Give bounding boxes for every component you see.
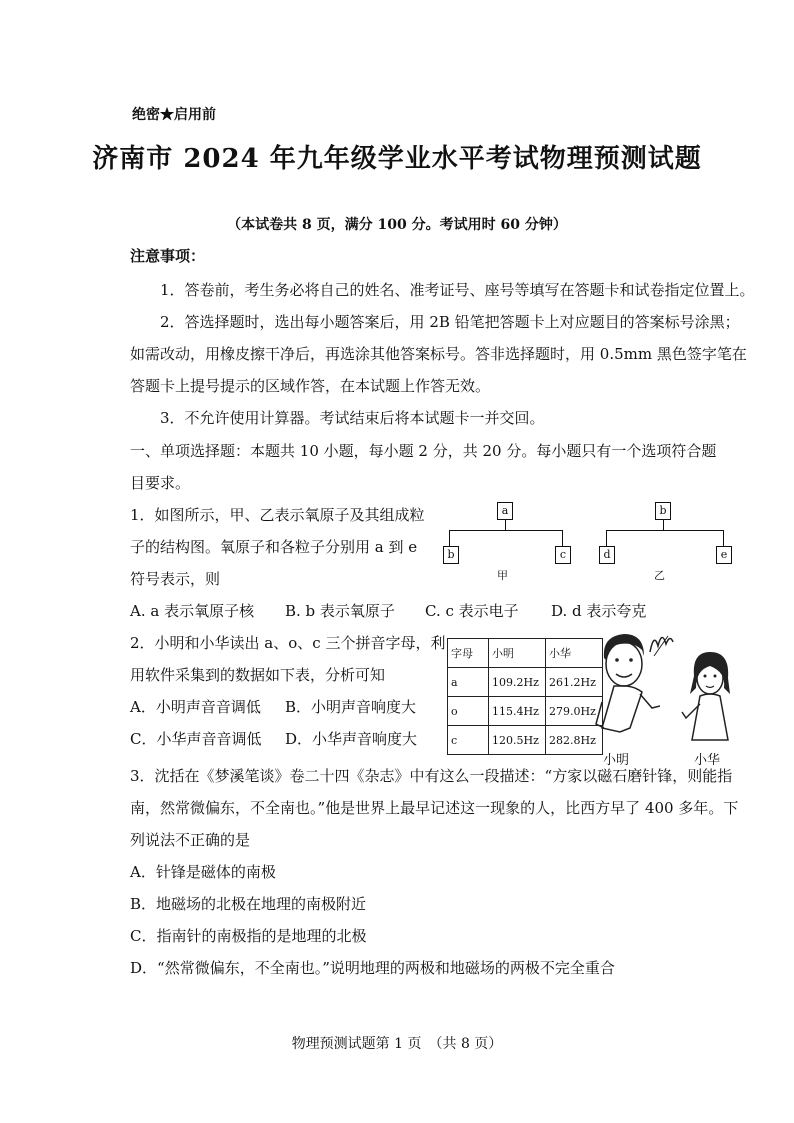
q3-stem-cont: 南，然常微偏东，不全南也。”他是世界上最早记述这一现象的人，比西方早了 400 多年。下	[130, 799, 739, 817]
connector	[723, 530, 724, 546]
diagram-label-jia: 甲	[497, 569, 508, 582]
diagram-node-d: d	[599, 546, 615, 564]
q1-stem-cont2: 符号表示，则	[130, 570, 221, 588]
speech-squiggle-icon	[646, 628, 676, 658]
table-cell: 279.0Hz	[546, 697, 603, 726]
table-header: 小华	[546, 639, 603, 668]
q2-option-d: D．小华声音响度大	[285, 730, 418, 748]
table-cell: 120.5Hz	[489, 726, 546, 755]
note-item-1: 1．答卷前，考生务必将自己的姓名、准考证号、座号等填写在答题卡和试卷指定位置上。	[160, 281, 755, 299]
note-item-2: 2．答选择题时，选出每小题答案后，用 2B 铅笔把答题卡上对应题目的答案标号涂黑；	[160, 313, 740, 331]
frequency-table	[447, 638, 603, 755]
q1-option-b: B. b 表示氧原子	[285, 602, 395, 620]
connector	[449, 530, 450, 546]
notes-heading: 注意事项：	[130, 247, 206, 265]
q3-stem-cont2: 列说法不正确的是	[130, 831, 251, 849]
section-heading: 一、单项选择题：本题共 10 小题，每小题 2 分，共 20 分。每小题只有一个选项符合题	[130, 442, 717, 460]
table-row	[448, 726, 603, 755]
diagram-node-e: e	[716, 546, 732, 564]
connector	[449, 530, 562, 531]
boy-caption: 小明	[603, 753, 630, 768]
diagram-node-a: a	[497, 502, 513, 520]
q3-option-d: D．“然常微偏东，不全南也。”说明地理的两极和地磁场的两极不完全重合	[130, 959, 615, 977]
q1-option-c: C. c 表示电子	[425, 602, 519, 620]
table-header-row	[448, 639, 603, 668]
table-cell: o	[448, 697, 489, 726]
table-cell: 261.2Hz	[546, 668, 603, 697]
q2-stem-cont: 用软件采集到的数据如下表，分析可知	[130, 666, 386, 684]
connector	[562, 530, 563, 546]
table-cell: 282.8Hz	[546, 726, 603, 755]
note-item-2-cont: 如需改动，用橡皮擦干净后，再选涂其他答案标号。答非选择题时，用 0.5mm 黑色签字笔在	[130, 345, 747, 363]
girl-caption: 小华	[694, 753, 721, 768]
q3-option-b: B．地磁场的北极在地理的南极附近	[130, 895, 367, 913]
q2-stem: 2．小明和小华读出 a、o、c 三个拼音字母，利	[130, 634, 446, 652]
q2-option-c: C．小华声音音调低	[130, 730, 262, 748]
table-cell: 115.4Hz	[489, 697, 546, 726]
table-row	[448, 697, 603, 726]
q3-option-c: C．指南针的南极指的是地理的北极	[130, 927, 367, 945]
connector	[606, 530, 607, 546]
confidential-mark: 绝密★启用前	[132, 107, 216, 123]
table-cell: a	[448, 668, 489, 697]
q1-stem: 1．如图所示，甲、乙表示氧原子及其组成粒	[130, 506, 425, 524]
note-item-3: 3．不允许使用计算器。考试结束后将本试题卡一并交回。	[160, 409, 545, 427]
girl-illustration	[680, 648, 740, 748]
q1-option-d: D. d 表示夸克	[551, 602, 647, 620]
q3-option-a: A．针锋是磁体的南极	[130, 863, 276, 881]
note-item-2-cont2: 答题卡上提号提示的区域作答，在本试题上作答无效。	[130, 377, 491, 395]
q3-stem: 3．沈括在《梦溪笔谈》卷二十四《杂志》中有这么一段描述：“方家以磁石磨针锋，则能指	[130, 767, 733, 785]
table-header: 字母	[448, 639, 489, 668]
connector	[505, 520, 506, 530]
q2-option-b: B．小明声音响度大	[285, 698, 417, 716]
diagram-node-c: c	[555, 546, 571, 564]
q1-option-a: A. a 表示氧原子核	[130, 602, 255, 620]
table-header: 小明	[489, 639, 546, 668]
section-heading-cont: 目要求。	[130, 474, 191, 492]
exam-info: （本试卷共 8 页，满分 100 分。考试用时 60 分钟）	[227, 217, 567, 233]
q2-option-a: A．小明声音音调低	[130, 698, 261, 716]
table-row	[448, 668, 603, 697]
page-footer: 物理预测试题第 1 页 （共 8 页）	[291, 1036, 503, 1052]
diagram-label-yi: 乙	[654, 569, 665, 582]
table-cell: c	[448, 726, 489, 755]
table-cell: 109.2Hz	[489, 668, 546, 697]
connector	[663, 520, 664, 530]
diagram-node-b: b	[443, 546, 459, 564]
diagram-node-b2: b	[655, 502, 671, 520]
q1-stem-cont: 子的结构图。氧原子和各粒子分别用 a 到 e	[130, 538, 418, 556]
page-title: 济南市 2024 年九年级学业水平考试物理预测试题	[92, 144, 702, 174]
connector	[606, 530, 723, 531]
